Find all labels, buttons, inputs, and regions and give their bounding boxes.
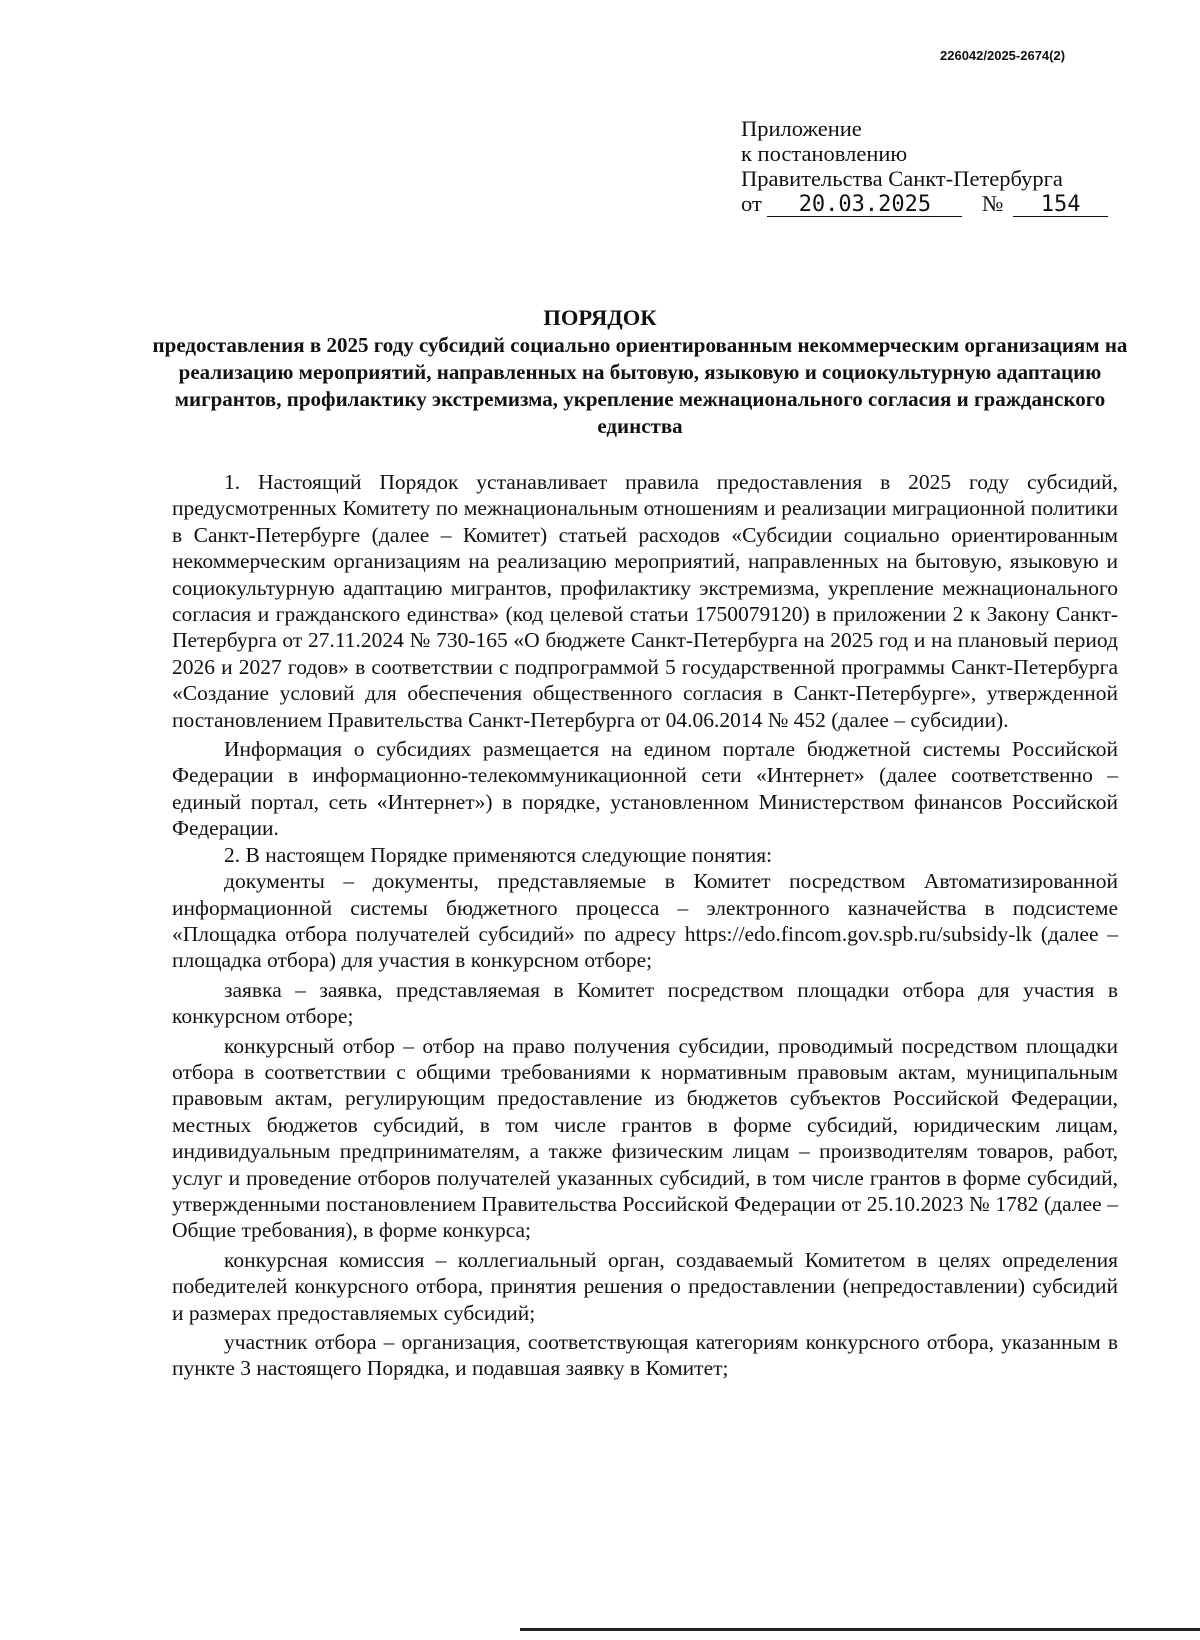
appendix-line-1: Приложение [741, 116, 862, 141]
date-prefix: от [741, 191, 762, 216]
paragraph-2: Информация о субсидиях размещается на едином портале бюджетной системы Российской Федерации в информационно-телекоммуникационной сети «Интернет» (далее соответственно – единый портал, сеть «Интернет») в порядке, установленном Министерством финансов Российской Федерации. [172, 737, 1118, 841]
document-number: 226042/2025-2674(2) [940, 48, 1066, 63]
document-body [172, 469, 1118, 1382]
paragraph-4: документы – документы, представляемые в Комитет посредством Автоматизированной информационной системы бюджетного процесса – электронного казначейства в подсистеме «Площадка отбора получателей субсидий» по адресу https://edo.fincom.gov.spb.ru/subsidy-lk (далее – площадка отбора) для участия в конкурсном отборе; [172, 869, 1118, 973]
appendix-line-2: к постановлению [741, 141, 908, 166]
paragraph-8: участник отбора – организация, соответствующая категориям конкурсного отбора, указанным в пункте 3 настоящего Порядка, и подавшая заявку в Комитет; [172, 1330, 1118, 1381]
appendix-block [741, 116, 1108, 217]
paragraph-5: заявка – заявка, представляемая в Комитет посредством площадки отбора для участия в конкурсном отборе; [172, 977, 1118, 1029]
number-sign: № [982, 191, 1004, 216]
scan-edge-line [520, 1628, 1200, 1631]
document-subtitle: предоставления в 2025 году субсидий социально ориентированным некоммерческим организациям на реализацию мероприятий, направленных на бытовую, языковую и социокультурную адаптацию мигрантов, профилактику экстремизма, укрепление межнационального согласия и гражданского единства [152, 333, 1128, 438]
paragraph-1: 1. Настоящий Порядок устанавливает правила предоставления в 2025 году субсидий, предусмотренных Комитету по межнациональным отношениям и реализации миграционной политики в Санкт-Петербурге (далее – Комитет) статьей расходов «Субсидии социально ориентированным некоммерческим организациям на реализацию мероприятий, направленных на бытовую, языковую и социокультурную адаптацию мигрантов, профилактику экстремизма, укрепление межнационального согласия и гражданского единства» (код целевой статьи 1750079120) в приложении 2 к Закону Санкт-Петербурга от 27.11.2024 № 730-165 «О бюджете Санкт-Петербурга на 2025 год и на плановый период 2026 и 2027 годов» в соответствии с подпрограммой 5 государственной программы Санкт-Петербурга «Создание условий для обеспечения общественного согласия в Санкт-Петербурге», утвержденной постановлением Правительства Санкт-Петербурга от 04.06.2014 № 452 (далее – субсидии). [172, 470, 1118, 732]
resolution-number: 154 [1013, 194, 1108, 217]
appendix-date-line [741, 191, 1108, 217]
resolution-date: 20.03.2025 [767, 194, 962, 217]
paragraph-7: конкурсная комиссия – коллегиальный орган, создаваемый Комитетом в целях определения победителей конкурсного отбора, принятия решения о предоставлении (непредоставлении) субсидий и размерах предоставляемых субсидий; [172, 1247, 1118, 1325]
paragraph-6: конкурсный отбор – отбор на право получения субсидии, проводимый посредством площадки отбора в соответствии с общими требованиями к нормативным правовым актам, муниципальным правовым актам, регулирующим предоставление из бюджетов субъектов Российской Федерации, местных бюджетов субсидий, в том числе грантов в форме субсидий, юридическим лицам, индивидуальным предпринимателям, а также физическим лицам – производителям товаров, работ, услуг и проведение отборов получателей указанных субсидий, в том числе грантов в форме субсидий, утвержденными постановлением Правительства Российской Федерации от 25.10.2023 № 1782 (далее – Общие требования), в форме конкурса; [172, 1033, 1118, 1243]
document-title: ПОРЯДОК [543, 305, 657, 330]
appendix-line-3: Правительства Санкт-Петербурга [741, 166, 1063, 191]
paragraph-3: 2. В настоящем Порядке применяются следующие понятия: [224, 842, 773, 867]
